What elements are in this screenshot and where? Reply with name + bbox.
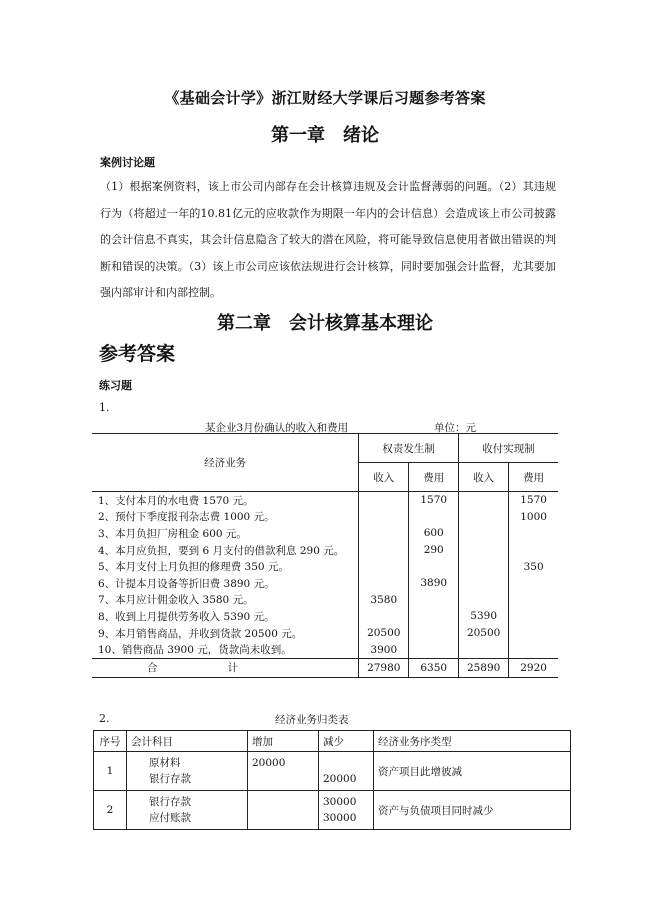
table-row	[94, 791, 571, 830]
account-cell	[127, 791, 248, 830]
account-line-2: 银行存款	[149, 773, 191, 785]
cash-expense-cell	[509, 625, 558, 642]
table-row	[92, 509, 558, 526]
total-label-a: 合	[147, 662, 158, 675]
t2-header-decrease: 减少	[319, 731, 374, 752]
accrual-expense-cell	[409, 509, 459, 526]
exercise-2-caption: 经济业务归类表	[275, 714, 349, 726]
accrual-expense-cell: 1570	[409, 492, 459, 509]
row-description: 3、本月负担厂房租金 600 元。	[92, 525, 359, 542]
total-cash-expense: 2920	[509, 658, 558, 677]
account-cell	[127, 752, 248, 791]
business-type-cell: 资产与负债项目同时减少	[374, 791, 571, 830]
decrease-line-1: 30000	[323, 796, 357, 808]
table-row	[94, 752, 571, 791]
accrual-expense-cell	[409, 641, 459, 658]
cash-income-cell	[459, 575, 509, 592]
case-discussion-paragraph: （1）根据案例资料，该上市公司内部存在会计核算违规及会计监督薄弱的问题。（2）其违规行为（将超过一年的10.81亿元的应收款作为期限一年内的会计信息）会造成该上市公司披露的会计信息不真实，其会计信息隐含了较大的潜在风险，将可能导致信息使用者做出错误的判断和错误的决策。（3）该上市公司应该依法规进行会计核算，同时要加强会计监督，尤其要加强内部审计和内部控制。	[100, 180, 556, 299]
table-header-accrual: 权责发生制	[359, 434, 459, 463]
cash-income-cell	[459, 509, 509, 526]
table-row	[92, 641, 558, 658]
document-title: 《基础会计学》浙江财经大学课后习题参考答案	[164, 89, 486, 107]
cash-expense-cell: 350	[523, 560, 544, 573]
total-label-b: 计	[227, 662, 238, 675]
business-classification-table	[93, 730, 571, 830]
total-row	[92, 658, 558, 677]
decrease-line-2: 20000	[323, 773, 357, 785]
row-description: 5、本月支付上月负担的修理费 350 元。	[92, 558, 359, 575]
table-header-cash-expense: 费用	[509, 463, 558, 492]
accrual-income-cell: 3900	[359, 641, 409, 658]
accrual-expense-cell	[409, 608, 459, 625]
row-description: 10、销售商品 3900 元，货款尚未收到。	[92, 641, 359, 658]
cash-expense-cell	[509, 525, 558, 542]
cash-income-cell	[459, 558, 509, 575]
exercise-heading: 练习题	[99, 379, 132, 392]
accrual-income-cell	[359, 542, 409, 559]
account-line-1: 银行存款	[149, 796, 191, 808]
income-expense-table	[92, 433, 558, 678]
row-description: 9、本月销售商品，并收到货款 20500 元。	[92, 625, 359, 642]
row-description: 7、本月应计佣金收入 3580 元。	[92, 592, 359, 609]
cash-expense-cell	[509, 608, 558, 625]
table-row	[92, 525, 558, 542]
t2-header-account: 会计科目	[127, 731, 248, 752]
exercise-1-number: 1.	[99, 401, 110, 414]
decrease-cell	[319, 791, 374, 830]
t2-header-no: 序号	[94, 731, 127, 752]
row-description: 6、计提本月设备等折旧费 3890 元。	[92, 575, 359, 592]
accrual-expense-cell: 600	[409, 525, 459, 542]
total-cash-income: 25890	[459, 658, 509, 677]
row-number: 1	[94, 752, 127, 791]
increase-line-1: 20000	[252, 757, 286, 769]
table-header-business: 经济业务	[92, 434, 359, 492]
total-label	[92, 658, 359, 677]
table-row	[92, 492, 558, 509]
row-description: 1、支付本月的水电费 1570 元。	[92, 492, 359, 509]
increase-cell	[248, 791, 319, 830]
accrual-expense-cell	[409, 625, 459, 642]
accrual-income-cell	[359, 575, 409, 592]
accrual-expense-cell	[409, 558, 459, 575]
exercise-1-unit: 单位：元	[434, 422, 476, 434]
cash-expense-cell	[509, 592, 558, 609]
accrual-expense-cell: 290	[409, 542, 459, 559]
row-description: 4、本月应负担，要到 6 月支付的借款利息 290 元。	[92, 542, 359, 559]
table-header-accrual-expense: 费用	[409, 463, 459, 492]
table-header-cash: 收付实现制	[459, 434, 558, 463]
business-type-cell: 资产项目此增彼减	[374, 752, 571, 791]
table-row	[92, 558, 558, 575]
row-description: 8、收到上月提供劳务收入 5390 元。	[92, 608, 359, 625]
cash-expense-cell: 1000	[520, 510, 547, 523]
accrual-income-cell	[359, 509, 409, 526]
table-row	[92, 542, 558, 559]
total-accrual-income: 27980	[359, 658, 409, 677]
cash-expense-cell: 1570	[520, 494, 547, 507]
cash-income-cell	[459, 641, 509, 658]
cash-expense-cell	[509, 542, 558, 559]
t2-header-type: 经济业务序类型	[374, 731, 571, 752]
cash-income-cell	[459, 492, 509, 509]
accrual-expense-cell	[409, 592, 459, 609]
accrual-income-cell: 20500	[359, 625, 409, 642]
accrual-income-cell	[359, 608, 409, 625]
increase-line-2	[252, 771, 314, 787]
accrual-income-cell: 3580	[359, 592, 409, 609]
account-line-1: 原材料	[149, 757, 181, 769]
row-description: 2、预付下季度报刊杂志费 1000 元。	[92, 509, 359, 526]
total-accrual-expense: 6350	[409, 658, 459, 677]
cash-expense-cell	[509, 575, 558, 592]
cash-income-cell	[459, 542, 509, 559]
cash-expense-cell	[509, 641, 558, 658]
decrease-line-1	[323, 755, 369, 771]
increase-line-1	[252, 794, 314, 810]
answer-heading: 参考答案	[99, 343, 176, 365]
increase-line-2	[252, 810, 314, 826]
table-header-cash-income: 收入	[459, 463, 509, 492]
accrual-income-cell	[359, 492, 409, 509]
accrual-income-cell	[359, 558, 409, 575]
row-number: 2	[94, 791, 127, 830]
chapter-2-title: 第二章 会计核算基本理论	[217, 313, 433, 334]
table-row	[92, 575, 558, 592]
account-line-2: 应付账款	[149, 812, 191, 824]
chapter-1-title: 第一章 绪论	[271, 125, 379, 146]
table-row	[92, 592, 558, 609]
table-row	[92, 625, 558, 642]
accrual-income-cell	[359, 525, 409, 542]
table-header-accrual-income: 收入	[359, 463, 409, 492]
cash-income-cell: 20500	[459, 625, 509, 642]
cash-income-cell	[459, 592, 509, 609]
exercise-1-caption: 某企业3月份确认的收入和费用	[205, 422, 349, 434]
t2-header-increase: 增加	[248, 731, 319, 752]
case-discussion-heading: 案例讨论题	[100, 156, 155, 169]
exercise-2-number: 2.	[99, 712, 110, 725]
decrease-line-2: 30000	[323, 812, 357, 824]
cash-income-cell	[459, 525, 509, 542]
accrual-expense-cell: 3890	[409, 575, 459, 592]
decrease-cell	[319, 752, 374, 791]
cash-income-cell: 5390	[459, 608, 509, 625]
increase-cell	[248, 752, 319, 791]
table-row	[92, 608, 558, 625]
